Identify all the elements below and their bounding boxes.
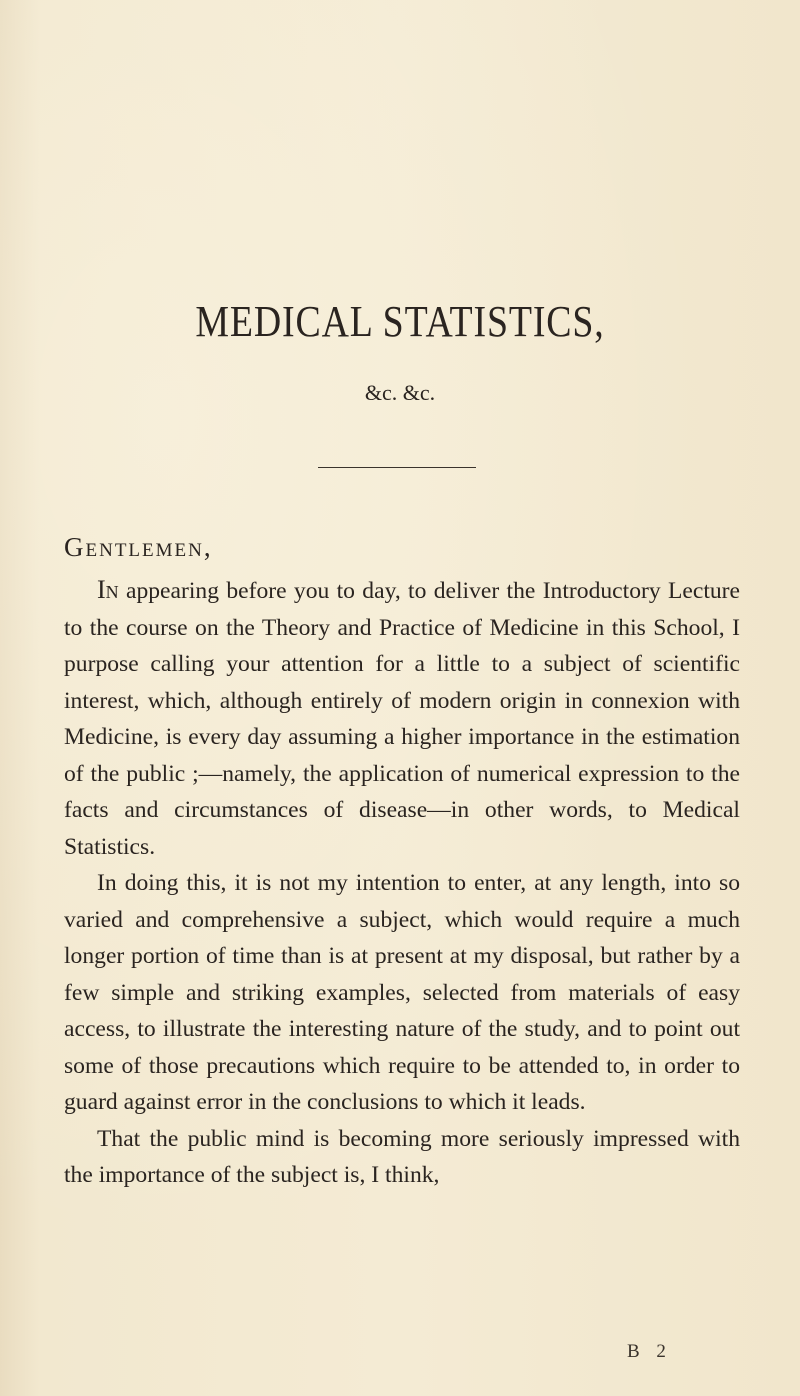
paragraph-1 [64, 572, 740, 865]
paragraph-3 [64, 1121, 740, 1194]
title-divider [318, 467, 476, 468]
body-text [64, 572, 740, 1194]
signature-mark: B 2 [627, 1341, 672, 1362]
salutation: Gentlemen, [64, 532, 213, 562]
paragraph-2 [64, 865, 740, 1121]
paragraph-text: appearing before you to day, to deliver the Introductory Lecture to the course on the Theory and Practice of Medicine in this School, I purpose calling your attention for a little to a subject of scientific interest, which, although entirely of modern origin in connexion with Medicine, is every day assuming a higher importance in the estimation of the public ;—namely, the application of numerical expression to the facts and circumstances of disease—in other words, to Medical Statistics. [64, 578, 740, 860]
paragraph-text: In doing this, it is not my intention to enter, at any length, into so varied and comprehensive a subject, which would require a much longer portion of time than is at present at my disposal, but rather by a few simple and striking examples, selected from materials of easy access, to illustrate the interesting nature of the study, and to point out some of those precautions which require to be attended to, in order to guard against error in the conclusions to which it leads. [64, 870, 740, 1115]
page-title: MEDICAL STATISTICS, [195, 297, 605, 346]
paragraph-lead-word: In [97, 575, 119, 604]
page-subtitle: &c. &c. [364, 380, 436, 405]
paragraph-text: That the public mind is becoming more seriously impressed with the importance of the subject is, I think, [64, 1125, 740, 1188]
